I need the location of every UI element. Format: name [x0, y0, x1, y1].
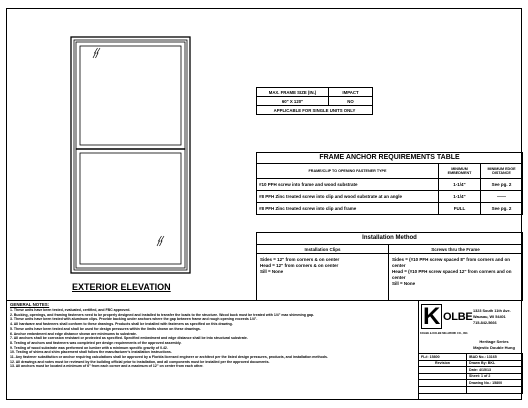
table-row [257, 203, 523, 215]
frame-size-table [256, 87, 373, 115]
general-note: 11. Any fastener substitution or anchor requiring calculations shall be approved by a Florida licensed engineer or architect per the listed design pressures, products, and installation methods. [10, 355, 328, 360]
clips-sides: Sides = 12" from corners & on center [260, 257, 340, 262]
series-name: Heritage Series [479, 339, 509, 344]
fastener-type: #8 PFH Zinc treated screw into clip and wood substrate at an angle [257, 191, 439, 203]
glazing-mark-upper [93, 48, 100, 58]
table-title-row [257, 153, 523, 164]
table-row [419, 386, 523, 393]
table-title-row [257, 233, 523, 245]
installation-title: Installation Method [257, 233, 523, 245]
general-notes [10, 302, 414, 369]
general-note: 10. Testing of shims and shim placement shall follow the manufacturer's installation instructions. [10, 350, 172, 355]
clips-header: Installation Clips [257, 245, 389, 254]
glazing-stroke [160, 236, 165, 246]
drawing-number: Drawing No.: 15800 [467, 380, 523, 387]
drawn-by: Drawn By: BKL [467, 360, 523, 367]
product-name [466, 339, 522, 351]
column-header: FRAME/CLIP TO OPENING FASTENER TYPE [257, 164, 439, 179]
anchor-table-title: FRAME ANCHOR REQUIREMENTS TABLE [257, 153, 523, 164]
embedment: 1-1/4" [439, 179, 481, 191]
address-city: Wausau, WI 54401 [473, 315, 506, 319]
column-header: MINIMUM EDGE DISTANCE [481, 164, 523, 179]
anchor-requirements-table [256, 152, 523, 215]
ibad-number: IBAD No.: 13165 [467, 354, 523, 361]
clips-spacing [257, 254, 389, 301]
fastener-type: #8 PFH Zinc treated screw into clip and frame [257, 203, 439, 215]
table-row [257, 97, 373, 106]
table-row [257, 179, 523, 191]
frame-inner [74, 40, 187, 270]
edge-distance: —— [481, 191, 523, 203]
size-note: APPLICABLE FOR SINGLE UNITS ONLY [257, 106, 373, 115]
address-street: 1323 South 11th Ave. [473, 309, 511, 313]
upper-glass [80, 46, 181, 145]
screws-spacing [389, 254, 523, 301]
product-line: Majestic Double Hung [473, 345, 515, 350]
elevation-label: EXTERIOR ELEVATION [72, 282, 171, 292]
clips-sill: Sill = None [260, 269, 284, 274]
table-header-row [257, 245, 523, 254]
revision-label: Revision [419, 360, 467, 367]
table-row [257, 88, 373, 97]
table-row [257, 254, 523, 301]
general-note: 1. These units have been tested, evaluated, certified, and FBC approved. [10, 308, 131, 312]
blank-cell [467, 386, 523, 393]
edge-distance: See pg. 2 [481, 179, 523, 191]
impact-header: IMPACT [329, 88, 373, 97]
logo-subtext: KOLBE & KOLBE MILLWORK CO., INC. [420, 332, 469, 335]
glazing-stroke [96, 48, 101, 58]
general-note: 13. All anchors must be located a minimum of 6" from each corner and a maximum of 12" on center from each other. [10, 364, 204, 369]
general-note: 4. All hardware and fasteners shall conform to these drawings. Products shall be installed with fasteners as specified on this drawing. [10, 322, 233, 327]
lower-sash [76, 149, 185, 268]
revision-cell [419, 386, 467, 393]
table-row [257, 191, 523, 203]
column-header: MINIMUM EMBEDMENT [439, 164, 481, 179]
installation-method-table [256, 232, 523, 301]
kolbe-logo: KOLBE [423, 303, 473, 330]
notes-heading: GENERAL NOTES: [10, 302, 50, 307]
size-value: 60" X 120" [257, 97, 329, 106]
sheet-number: Sheet: 1 of 2 [467, 373, 523, 380]
table-header-row [257, 164, 523, 179]
edge-distance: See pg. 2 [481, 203, 523, 215]
screws-sill: Sill = None [392, 281, 416, 286]
embedment: FULL [439, 203, 481, 215]
fastener-type: #10 PFH screw into frame and wood substrate [257, 179, 439, 191]
general-note: 7. All anchors shall be corrosion resistant or protected as specified. Specified embedment and edge distance shall be into structural substrate. [10, 336, 248, 341]
general-note: 2. Bucking, openings, and framing fasteners need to be properly designed and installed to transfer the loads to the structure. Wood buck must be treated with 1/4" max shimming gap. [10, 312, 315, 317]
screws-sides: Sides = (#10 PFH screw spaced 8" from corners and on center [392, 257, 511, 268]
general-note: 6. Anchor embedment and edge distance shown are minimums to substrate. [10, 331, 137, 336]
window-elevation [64, 30, 198, 280]
company-address [473, 308, 521, 326]
general-note: 8. Testing of anchors and fasteners was completed per design requirements of the approved assembly. [10, 340, 182, 345]
general-note: 3. These units have been tested with aluminum clips. Provide backing under anchors where the gap between frame and rough opening exceeds 1/4". [10, 317, 258, 322]
frame-outer [71, 37, 190, 273]
upper-sash [76, 42, 185, 149]
address-phone: 715-842-5666 [473, 321, 497, 325]
embedment: 1-1/4" [439, 191, 481, 203]
drawing-date: Date: 4/15/13 [467, 367, 523, 374]
size-header: MAX. FRAME SIZE (IN.) [257, 88, 329, 97]
impact-value: NO [329, 97, 373, 106]
clips-head: Head = 12" from corners & on center [260, 263, 339, 268]
glazing-mark-lower [157, 236, 164, 246]
lower-glass [80, 153, 181, 264]
screws-header: Screws thru the Frame [389, 245, 523, 254]
title-block-table [418, 353, 523, 394]
general-note: 12. All drawings and notes must be reviewed by the building official prior to installation, and all components must be installed per the approved documents. [10, 359, 270, 364]
table-row [257, 106, 373, 115]
general-note: 5. These units have been tested and shall be used for design pressures within the limits shown on these drawings. [10, 326, 201, 331]
general-note: 9. Testing of wood substrate was performed on lumber with a minimum specific gravity of 0.42. [10, 345, 168, 350]
fl-number: FL#: 15800 [419, 354, 467, 361]
screws-head: Head = (#10 PFH screw spaced 12" from corners and on center [392, 269, 512, 280]
